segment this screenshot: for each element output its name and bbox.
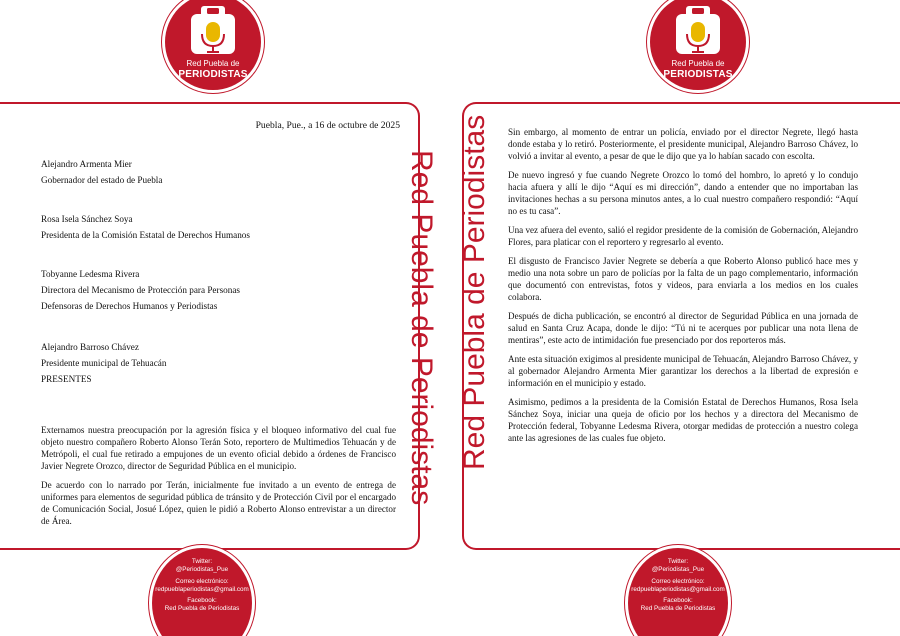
- paragraph: Externamos nuestra preocupación por la agresión física y el bloqueo informativo del cual fue objeto nuestro compañero Roberto Alonso Terán Soto, reportero de Multimedios Tehuacán y de Metrópoli, el cual fue retirado a empujones de un evento oficial debido a órdenes de Francisco Javier Negrete Orozco, director de Seguridad Pública en el municipio.: [41, 425, 396, 471]
- twitter-handle[interactable]: @Periodistas_Pue: [175, 565, 229, 573]
- logo-subtitle: Red Puebla de: [671, 59, 725, 68]
- facebook-name[interactable]: Red Puebla de Periodistas: [640, 605, 716, 613]
- paragraph: De acuerdo con lo narrado por Terán, inicialmente fue invitado a un evento de entrega de uniformes para elementos de seguridad pública de tránsito y de Protección Civil por el encargado de Comunicación Social, Josué López, quien le pidió a Roberto Alonso entrevistar a un director de Área.: [41, 480, 396, 526]
- email-address[interactable]: redpueblaperiodistas@gmail.com: [155, 585, 249, 593]
- recipient-name: Alejandro Barroso Chávez: [41, 342, 139, 352]
- facebook-label: Facebook:: [663, 597, 693, 605]
- contact-badge: [152, 548, 252, 636]
- logo-subtitle: Red Puebla de: [186, 59, 240, 68]
- vertical-brand-text: Red Puebla de Periodistas: [405, 150, 438, 506]
- recipient-title: Directora del Mecanismo de Protección para Personas: [41, 285, 240, 295]
- letter-body: [508, 126, 858, 451]
- twitter-label: Twitter:: [191, 558, 213, 565]
- email-address[interactable]: redpueblaperiodistas@gmail.com: [631, 585, 725, 593]
- email-label: Correo electrónico:: [175, 577, 229, 585]
- letter-body: [41, 424, 396, 534]
- contact-badge: [628, 548, 728, 636]
- brand-logo: [650, 0, 746, 90]
- salutation: PRESENTES: [41, 374, 92, 384]
- letter-page-2: [450, 0, 900, 636]
- recipient-block: [41, 339, 166, 387]
- camera-microphone-icon: [187, 2, 239, 60]
- brand-logo: [165, 0, 261, 90]
- recipient-block: [41, 211, 250, 243]
- facebook-name[interactable]: Red Puebla de Periodistas: [164, 605, 240, 613]
- paragraph: El disgusto de Francisco Javier Negrete se debería a que Roberto Alonso publicó hace mes y medio una nota sobre un paro de policías por la falta de un pago complementario, información que documentó con entrevistas, fotos y videos, para enviarla a los medios en los cuales colabora.: [508, 256, 858, 302]
- facebook-label: Facebook:: [187, 597, 217, 605]
- paragraph: Asimismo, pedimos a la presidenta de la Comisión Estatal de Derechos Humanos, Rosa Isela Sánchez Soya, iniciar una queja de oficio por los hechos y a directora del Mecanismo de Protección federal, Tobyanne Ledesma Rivera, otorgar medidas de protección a nuestro colega ante las agresiones de las cuales fue objeto.: [508, 397, 858, 443]
- paragraph: Sin embargo, al momento de entrar un policía, enviado por el director Negrete, llegó hasta donde estaba y lo retiró. Posteriormente, el presidente municipal, Alejandro Barroso Chávez, lo volvió a invitar al evento, a pesar de que le dijo que ya lo habían sacado con escolta.: [508, 127, 858, 161]
- paragraph: De nuevo ingresó y fue cuando Negrete Orozco lo tomó del hombro, lo apretó y lo condujo hacia afuera y allí le dijo “Aquí es mi dirección”, dando a entender que no importaban las invitaciones hechas a su persona minutos antes, a lo cual nuestro compañero respondió: “Aquí no es tu casa”.: [508, 170, 858, 216]
- recipient-name: Tobyanne Ledesma Rivera: [41, 269, 140, 279]
- recipient-title: Presidenta de la Comisión Estatal de Derechos Humanos: [41, 230, 250, 240]
- twitter-handle[interactable]: @Periodistas_Pue: [651, 565, 705, 573]
- recipient-title: Presidente municipal de Tehuacán: [41, 358, 167, 368]
- twitter-label: Twitter:: [667, 558, 689, 565]
- recipient-title: Defensoras de Derechos Humanos y Periodistas: [41, 301, 218, 311]
- vertical-brand-text: Red Puebla de Periodistas: [458, 114, 491, 470]
- camera-microphone-icon: [672, 2, 724, 60]
- recipient-block: [41, 266, 240, 314]
- recipient-block: [41, 156, 162, 188]
- letter-date: Puebla, Pue., a 16 de octubre de 2025: [255, 120, 400, 131]
- paragraph: Una vez afuera del evento, salió el regidor presidente de la comisión de Gobernación, Alejandro Flores, para platicar con el reportero y regresarlo al evento.: [508, 225, 858, 247]
- logo-title: PERIODISTAS: [663, 69, 733, 80]
- paragraph: Después de dicha publicación, se encontró al director de Seguridad Pública en una jornada de salud en Santa Cruz Acapa, donde le dijo: “Tú ni te acerques por publicar una nota llena de mentiras”, este acto de intimidación fue presenciado por dos reporteros más.: [508, 311, 858, 345]
- recipient-name: Alejandro Armenta Mier: [41, 159, 132, 169]
- logo-title: PERIODISTAS: [178, 69, 248, 80]
- email-label: Correo electrónico:: [651, 577, 705, 585]
- recipient-name: Rosa Isela Sánchez Soya: [41, 214, 133, 224]
- recipient-title: Gobernador del estado de Puebla: [41, 175, 163, 185]
- paragraph: Ante esta situación exigimos al presidente municipal de Tehuacán, Alejandro Barroso Chávez, y al gobernador Alejandro Armenta Mier garantizar los derechos a la libertad de expresión e información en el municipio y estado.: [508, 354, 858, 388]
